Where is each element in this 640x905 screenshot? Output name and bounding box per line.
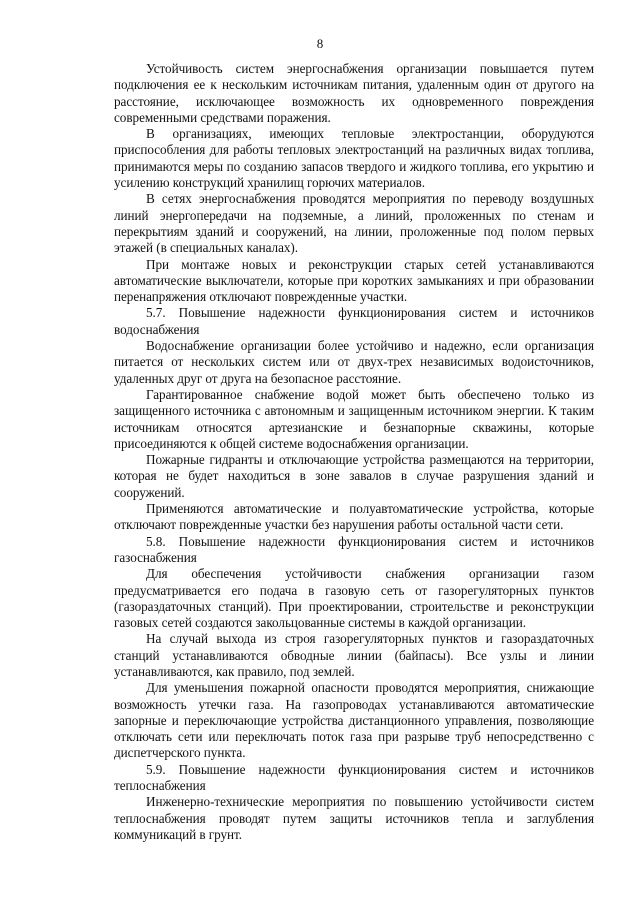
paragraph-gas-leak-prevention: Для уменьшения пожарной опасности проводятся мероприятия, снижающие возможность утечки газа. На газопроводах устанавливаются автоматические запорные и переключающие устройства дистанционного управления, позволяющие отключать сети или переключать поток газа при разрыве труб непосредственно с диспетчерского пункта. xyxy=(114,680,594,761)
paragraph-automatic-breakers: При монтаже новых и реконструкции старых сетей устанавливаются автоматические выключатели, которые при коротких замыканиях и при образовании перенапряжения отключают поврежденные участки. xyxy=(114,256,594,305)
paragraph-fire-hydrants: Пожарные гидранты и отключающие устройства размещаются на территории, которая не будет находиться в зоне завалов в случае разрушения зданий и сооружений. xyxy=(114,452,594,500)
paragraph-gas-supply: Для обеспечения устойчивости снабжения организации газом предусматривается его подача в газовую сеть от газорегуляторных пунктов (газораздаточных станций). При проектировании, строительстве и реконструкции газовых сетей создаются закольцованные системы в каждой организации. xyxy=(114,566,594,631)
paragraph-guaranteed-water: Гарантированное снабжение водой может быть обеспечено только из защищенного источника с автономным и защищенным источником энергии. К таким источникам относятся артезианские и безнапорные скважины, которые присоединяются к общей системе водоснабжения организации. xyxy=(114,386,594,451)
section-heading-5-9: 5.9. Повышение надежности функционирования систем и источников теплоснабжения xyxy=(114,761,594,794)
paragraph-water-sources: Водоснабжение организации более устойчиво и надежно, если организация питается от нескольких систем или от двух-трех независимых водоисточников, удаленных друг от друга на безопасное расстояние. xyxy=(114,338,594,386)
paragraph-thermal-power-plants: В организациях, имеющих тепловые электростанции, оборудуются приспособления для работы тепловых электростанций на различных видах топлива, принимаются меры по созданию запасов твердого и жидкого топлива, его укрытию и усилению конструкций хранилищ горючих материалов. xyxy=(114,126,594,191)
paragraph-underground-lines: В сетях энергоснабжения проводятся мероприятия по переводу воздушных линий энергопередачи на подземные, а линий, проложенных по стенам и перекрытиям зданий и сооружений, на линии, проложенные под полом первых этажей (в специальных каналах). xyxy=(114,191,594,256)
section-heading-5-7: 5.7. Повышение надежности функционирования систем и источников водоснабжения xyxy=(114,305,594,337)
paragraph-automatic-devices: Применяются автоматические и полуавтоматические устройства, которые отключают поврежденные участки без нарушения работы остальной части сети. xyxy=(114,501,594,533)
paragraph-bypass-lines: На случай выхода из строя газорегуляторных пунктов и газораздаточных станций устанавливаются обводные линии (байпасы). Все узлы и линии устанавливаются, как правило, под землей. xyxy=(114,631,594,679)
document-body xyxy=(114,61,594,843)
page-number: 8 xyxy=(316,36,324,51)
paragraph-power-supply-redundancy: Устойчивость систем энергоснабжения организации повышается путем подключения ее к нескольким источникам питания, удаленным один от другого на расстояние, исключающее возможность их одновременного повреждения современными средствами поражения. xyxy=(114,61,594,125)
section-heading-5-8: 5.8. Повышение надежности функционирования систем и источников газоснабжения xyxy=(114,533,594,565)
paragraph-heat-supply: Инженерно-технические мероприятия по повышению устойчивости систем теплоснабжения проводят путем защиты источников тепла и заглубления коммуникаций в грунт. xyxy=(114,794,594,842)
